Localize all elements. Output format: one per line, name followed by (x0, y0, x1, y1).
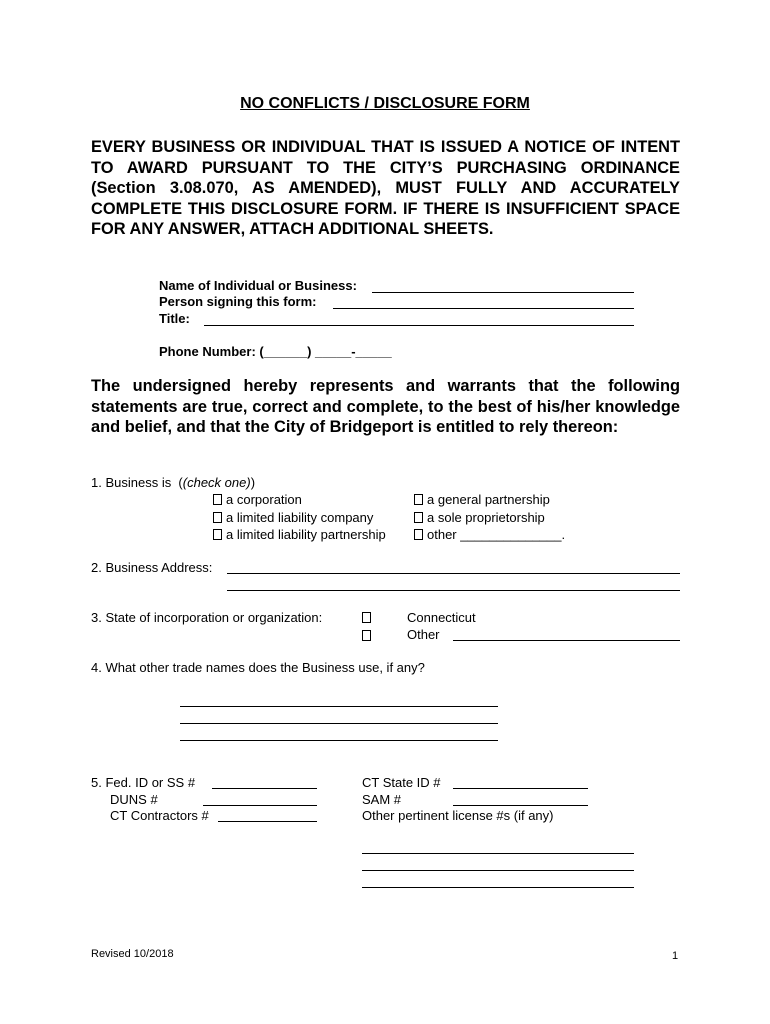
option-other-state: Other (407, 627, 440, 642)
signer-label: Person signing this form: (159, 294, 317, 309)
checkbox-icon[interactable] (213, 494, 222, 505)
q1-label: 1. Business is ((check one)) (91, 475, 256, 490)
other-state-field[interactable] (453, 640, 680, 641)
title-field[interactable] (204, 325, 634, 326)
option-llp[interactable]: a limited liability partnership (213, 527, 386, 542)
option-general-partnership[interactable]: a general partnership (414, 492, 550, 507)
sam-label: SAM # (362, 792, 402, 807)
license-line-1[interactable] (362, 853, 634, 854)
representation-paragraph: The undersigned hereby represents and warrants that the following statements are true, correct and complete, to the best of his/her knowledge and belief, and that the City of Bridgeport is entitled to rely thereon: (91, 377, 680, 437)
checkbox-icon[interactable] (213, 512, 222, 523)
signer-field[interactable] (333, 308, 634, 309)
fed-id-field[interactable] (212, 788, 317, 789)
other-license-label: Other pertinent license #s (if any) (362, 808, 554, 823)
form-title: NO CONFLICTS / DISCLOSURE FORM (240, 95, 530, 112)
ct-contractors-field[interactable] (218, 821, 317, 822)
q3-label: 3. State of incorporation or organization: (91, 610, 323, 625)
license-line-3[interactable] (362, 887, 634, 888)
checkbox-icon[interactable] (414, 494, 423, 505)
name-field[interactable] (372, 292, 634, 293)
q1-hint: (check one) (182, 475, 251, 490)
checkbox-icon[interactable] (414, 529, 423, 540)
trade-name-line-1[interactable] (180, 706, 498, 707)
trade-name-line-3[interactable] (180, 740, 498, 741)
checkbox-icon[interactable] (414, 512, 423, 523)
checkbox-other-state-icon[interactable] (362, 630, 371, 641)
page-number: 1 (672, 950, 679, 962)
option-corporation[interactable]: a corporation (213, 492, 302, 507)
option-sole-proprietorship[interactable]: a sole proprietorship (414, 510, 545, 525)
ct-state-id-field[interactable] (453, 788, 588, 789)
phone-field[interactable]: Phone Number: (______) _____-_____ (159, 344, 392, 359)
fed-id-label: 5. Fed. ID or SS # (91, 775, 196, 790)
trade-name-line-2[interactable] (180, 723, 498, 724)
ct-state-id-label: CT State ID # (362, 775, 441, 790)
address-line-1[interactable] (227, 573, 680, 574)
sam-field[interactable] (453, 805, 588, 806)
ct-contractors-label: CT Contractors # (110, 808, 209, 823)
q2-label: 2. Business Address: (91, 560, 213, 575)
address-line-2[interactable] (227, 590, 680, 591)
q4-label: 4. What other trade names does the Business use, if any? (91, 660, 425, 675)
license-line-2[interactable] (362, 870, 634, 871)
intro-paragraph: EVERY BUSINESS OR INDIVIDUAL THAT IS ISSUED A NOTICE OF INTENT TO AWARD PURSUANT TO THE CITY’S PURCHASING ORDINANCE (Section 3.08.070, AS AMENDED), MUST FULLY AND ACCURATELY COMPLETE THIS DISCLOSURE FORM. IF THERE IS INSUFFICIENT SPACE FOR ANY ANSWER, ATTACH ADDITIONAL SHEETS. (91, 138, 680, 239)
option-other[interactable]: other ______________. (414, 527, 565, 542)
name-label: Name of Individual or Business: (159, 278, 357, 293)
checkbox-icon[interactable] (213, 529, 222, 540)
title-label: Title: (159, 311, 190, 326)
option-llc[interactable]: a limited liability company (213, 510, 373, 525)
revision-date: Revised 10/2018 (91, 948, 174, 960)
duns-field[interactable] (203, 805, 317, 806)
option-connecticut: Connecticut (407, 610, 476, 625)
duns-label: DUNS # (110, 792, 158, 807)
checkbox-connecticut-icon[interactable] (362, 612, 371, 623)
